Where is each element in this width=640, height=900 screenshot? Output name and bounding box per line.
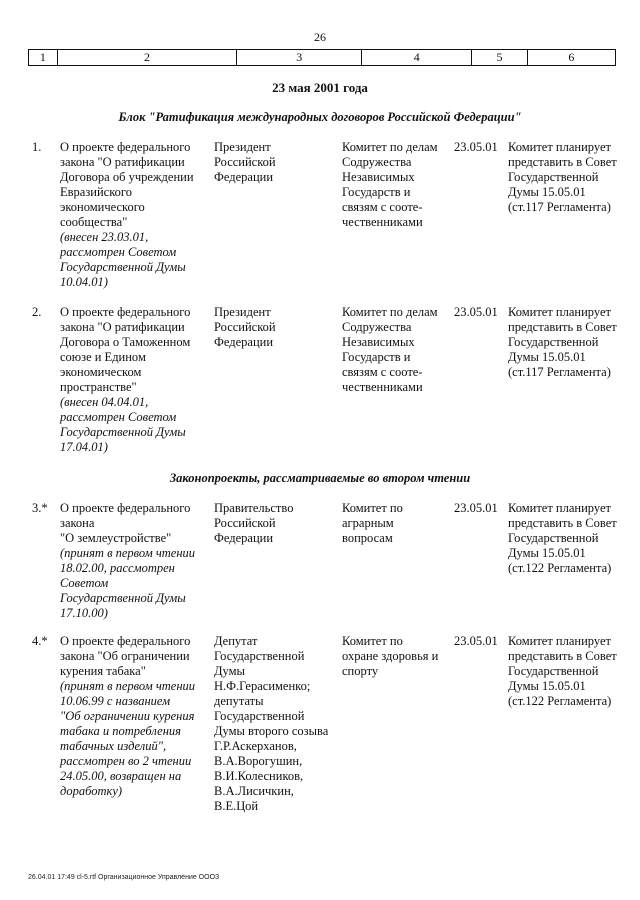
- bill-title-cell: [60, 140, 210, 290]
- committee-plan: Комитет планирует представить в Совет Государственной Думы 15.05.01 (ст.117 Регламента): [508, 305, 617, 379]
- bill-title-cell: [60, 634, 210, 799]
- column-number-1: 1: [29, 50, 58, 65]
- consideration-date: 23.05.01: [454, 501, 498, 515]
- column-number-5: 5: [472, 50, 528, 65]
- bill-title: О проекте федерального закона "О землеустройстве": [60, 501, 191, 545]
- bill-note: (внесен 23.03.01, рассмотрен Советом Государственной Думы 10.04.01): [60, 230, 186, 289]
- entry-number: 1.: [32, 140, 42, 154]
- committee-plan: Комитет планирует представить в Совет Государственной Думы 15.05.01 (ст.122 Регламента): [508, 634, 617, 708]
- column-number-4: 4: [362, 50, 472, 65]
- bill-author: Президент Российской Федерации: [214, 140, 276, 184]
- entry-number: 3.*: [32, 501, 48, 515]
- bill-title: О проекте федерального закона "О ратификации Договора об учреждении Евразийского экономического сообщества": [60, 140, 194, 229]
- responsible-committee: Комитет по делам Содружества Независимых Государств и связям с сооте- чественниками: [342, 305, 438, 394]
- section-heading-second-reading: Законопроекты, рассматриваемые во втором чтении: [169, 471, 471, 485]
- page-number: 26: [314, 30, 326, 44]
- column-number-6: 6: [568, 50, 575, 64]
- bill-author: Депутат Государственной Думы Н.Ф.Герасименко; депутаты Государственной Думы второго созыва Г.Р.Аскерханов, В.А.Ворогушин, В.И.Колесников, В.А.Лисичкин, В.Е.Цой: [214, 634, 329, 813]
- bill-title-cell: [60, 501, 210, 621]
- column-number-header: [28, 49, 616, 66]
- responsible-committee: Комитет по охране здоровья и спорту: [342, 634, 439, 678]
- bill-title: О проекте федерального закона "О ратификации Договора о Таможенном союзе и Едином экономическом пространстве": [60, 305, 191, 394]
- bill-note: (принят в первом чтении 18.02.00, рассмотрен Советом Государственной Думы 17.10.00): [60, 546, 196, 620]
- consideration-date: 23.05.01: [454, 140, 498, 154]
- bill-author: Правительство Российской Федерации: [214, 501, 294, 545]
- entry-number: 4.*: [32, 634, 48, 648]
- committee-plan: Комитет планирует представить в Совет Государственной Думы 15.05.01 (ст.122 Регламента): [508, 501, 617, 575]
- responsible-committee: Комитет по делам Содружества Независимых Государств и связям с сооте- чественниками: [342, 140, 438, 229]
- bill-author: Президент Российской Федерации: [214, 305, 276, 349]
- bill-note: (внесен 04.04.01, рассмотрен Советом Государственной Думы 17.04.01): [60, 395, 186, 454]
- bill-title-cell: [60, 305, 210, 455]
- consideration-date: 23.05.01: [454, 305, 498, 319]
- document-footer: 26.04.01 17:49 cl-5.rtf Организационное Управление ОООЗ: [28, 874, 220, 881]
- bill-note: (принят в первом чтении 10.06.99 с названием "Об ограничении курения табака и потребления табачных изделий", рассмотрен во 2 чтении 24.05.00, возвращен на доработку): [60, 679, 196, 798]
- bill-title: О проекте федерального закона "Об ограничении курения табака": [60, 634, 191, 678]
- committee-plan: Комитет планирует представить в Совет Государственной Думы 15.05.01 (ст.117 Регламента): [508, 140, 617, 214]
- entry-number: 2.: [32, 305, 42, 319]
- consideration-date: 23.05.01: [454, 634, 498, 648]
- responsible-committee: Комитет по аграрным вопросам: [342, 501, 403, 545]
- date-heading: 23 мая 2001 года: [272, 80, 368, 95]
- section-heading-ratification: Блок "Ратификация международных договоров Российской Федерации": [118, 110, 522, 124]
- column-number-2: 2: [58, 50, 237, 65]
- column-number-3: 3: [237, 50, 362, 65]
